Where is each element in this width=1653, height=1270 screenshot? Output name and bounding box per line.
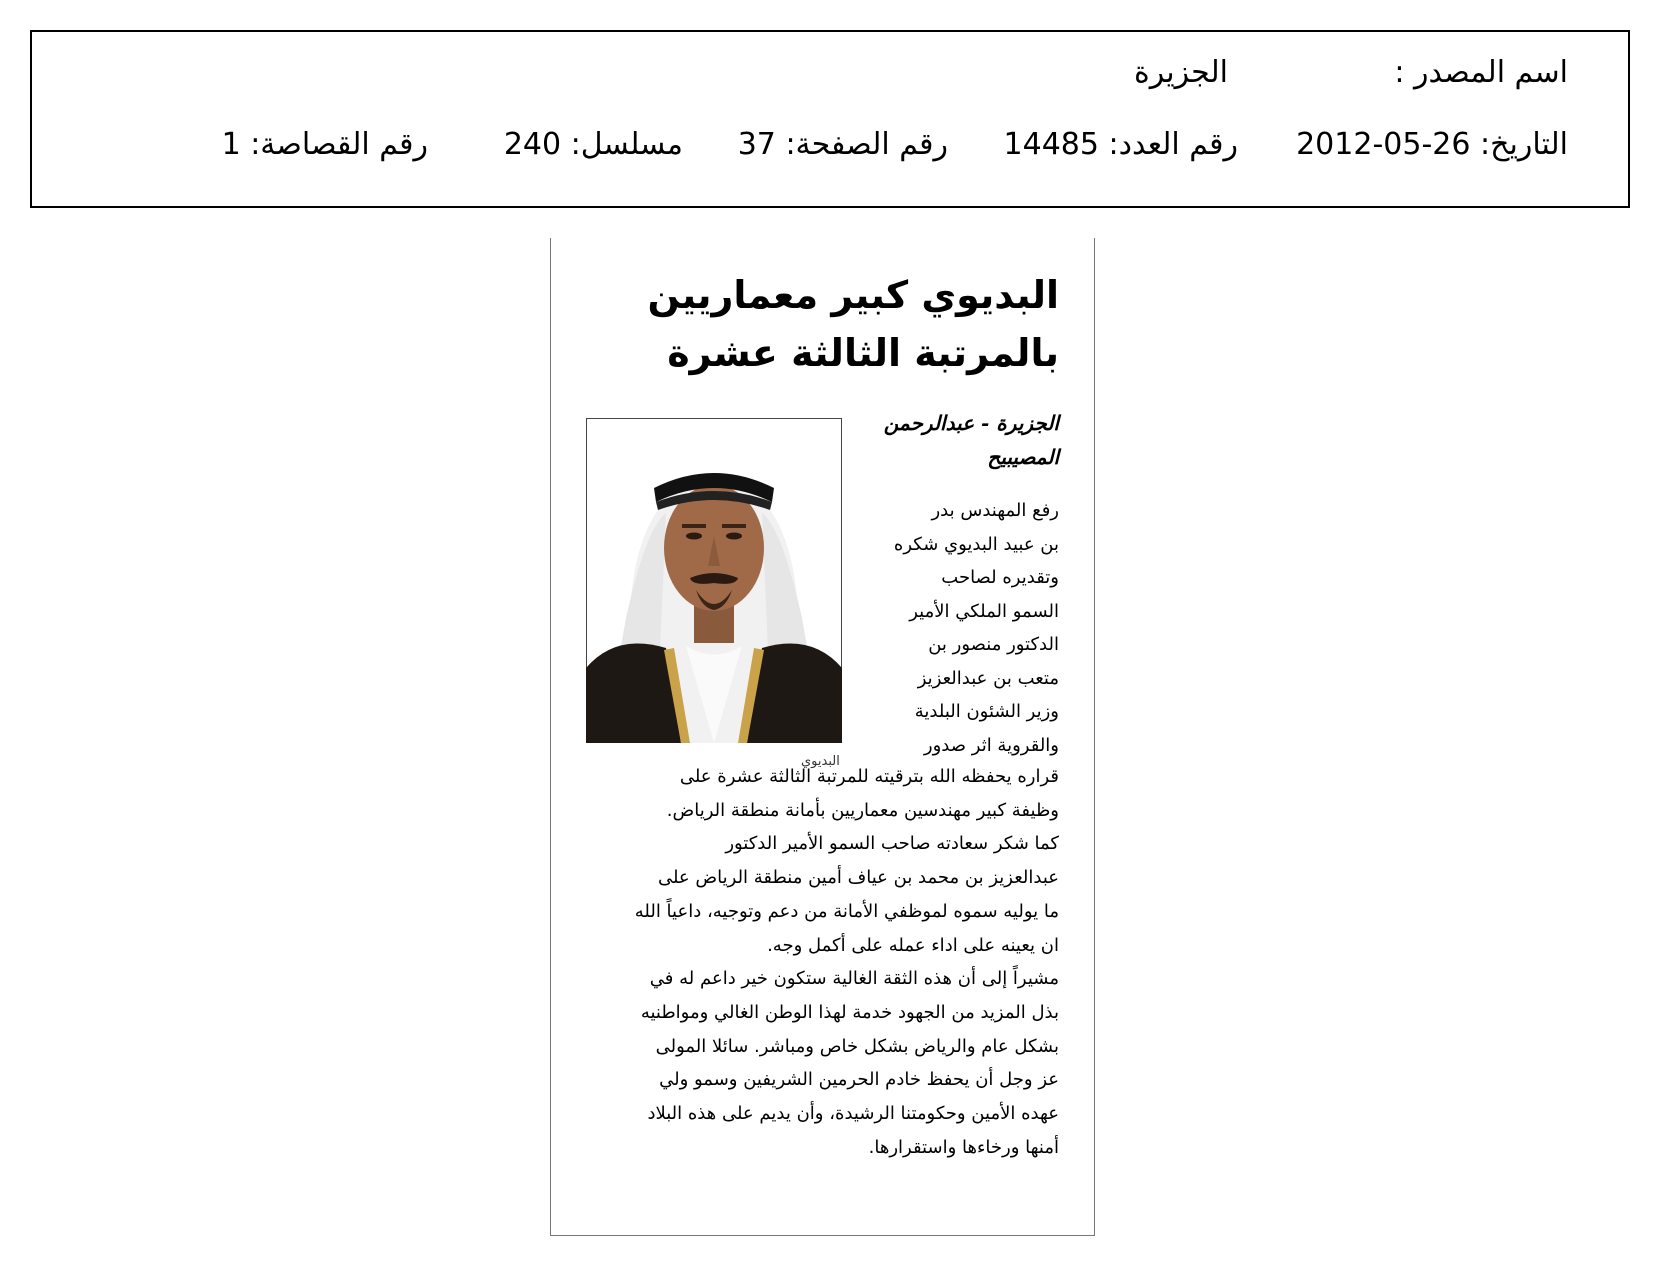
page-field: رقم الصفحة: 37 — [737, 127, 948, 162]
issue-field: رقم العدد: 14485 — [1003, 127, 1238, 162]
date-field: التاريخ: 26-05-2012 — [1296, 127, 1568, 162]
metadata-header — [30, 30, 1630, 208]
article-line: ما يوليه سموه لموظفي الأمانة من دعم وتوجيه، داعياً الله — [634, 900, 1059, 922]
article-line: قراره يحفظه الله بترقيته للمرتبة الثالثة عشرة على — [679, 766, 1059, 787]
article-line: بذل المزيد من الجهود خدمة لهذا الوطن الغالي ومواطنيه — [640, 1001, 1059, 1023]
source-label: اسم المصدر : — [1394, 55, 1568, 90]
article-line: السمو الملكي الأمير — [909, 600, 1059, 622]
byline-line-1: الجزيرة - عبدالرحمن — [883, 411, 1059, 435]
article-line: مشيراً إلى أن هذه الثقة الغالية ستكون خير داعم له في — [649, 968, 1059, 990]
clip-field: رقم القصاصة: 1 — [221, 127, 428, 162]
article-line: عز وجل أن يحفظ خادم الحرمين الشريفين وسمو ولي — [659, 1069, 1059, 1091]
article-line: الدكتور منصور بن — [928, 634, 1059, 655]
serial-field: مسلسل: 240 — [503, 127, 683, 162]
source-value: الجزيرة — [1133, 55, 1228, 90]
article-line: والقروية اثر صدور — [923, 734, 1059, 756]
article-clipping — [550, 238, 1095, 1236]
article-byline — [859, 406, 1059, 474]
article-line: بن عبيد البديوي شكره — [893, 533, 1059, 555]
article-line: عبدالعزيز بن محمد بن عياف أمين منطقة الرياض على — [657, 867, 1059, 889]
article-line: رفع المهندس بدر — [931, 500, 1059, 521]
photo-caption: البديوي — [801, 754, 840, 769]
article-line: بشكل عام والرياض بشكل خاص ومباشر. سائلا المولى — [655, 1035, 1059, 1057]
article-line: كما شكر سعادته صاحب السمو الأمير الدكتور — [725, 833, 1059, 855]
article-headline — [639, 266, 1059, 382]
article-line: ان يعينه على اداء عمله على أكمل وجه. — [767, 934, 1059, 956]
article-line: عهده الأمين وحكومتنا الرشيدة، وأن يديم على هذه البلاد — [647, 1103, 1059, 1124]
portrait-photo — [586, 418, 842, 743]
portrait-icon — [586, 418, 842, 743]
headline-line-1: البديوي كبير معماريين — [647, 273, 1059, 317]
article-line: وظيفة كبير مهندسين معماريين بأمانة منطقة الرياض. — [666, 799, 1059, 821]
article-line: متعب بن عبدالعزيز — [917, 667, 1059, 689]
article-line: وتقديره لصاحب — [941, 567, 1059, 588]
article-line: أمنها ورخاءها واستقرارها. — [868, 1136, 1059, 1158]
headline-line-2: بالمرتبة الثالثة عشرة — [667, 331, 1059, 375]
article-line: وزير الشئون البلدية — [914, 701, 1059, 722]
byline-line-2: المصيبيح — [987, 445, 1059, 469]
